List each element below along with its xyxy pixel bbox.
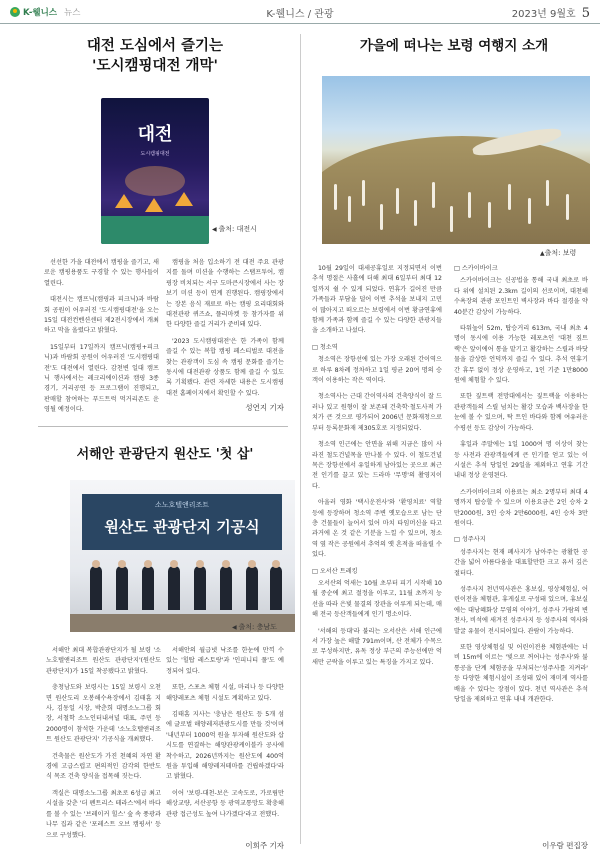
paragraph: 청소역 인근에는 안면을 위해 지금은 많이 사라진 철도건널목을 만나볼 수 있다. 이 철도건널목은 장항선에서 유일하게 남아있는 곳으로 최근 전 인기를 끌고 있는 드라마 '무명'의 촬영지이다.: [312, 441, 442, 490]
daejeon-byline: 성연지 기자: [245, 403, 284, 412]
issue-date-text: 2023년 9월호: [511, 9, 576, 20]
paragraph: 휴일과 주말에는 1일 1000여 명 이상이 찾는 등 사전과 관광객들에게 큰 인기를 얻고 있는 이 시설은 추석 당일인 29일을 제외하고 연휴 기간 내내 정상 운영된다.: [454, 441, 588, 480]
daejeon-column-1: [44, 258, 159, 434]
paragraph: 청소역사는 근대 간이역사의 건축양식이 잘 드러나 있고 원형이 잘 보존돼 건축학·철도사적 가치가 큰 것으로 평가되어 2006년 문화재청으로부터 등록문화재 제305호로 지정되었다.: [312, 393, 442, 432]
paragraph: 스카이바이크의 이용료는 최소 2명부터 최대 4명까지 탑승할 수 있으며 이용요금은 2인 승차 2만2000원, 3인 승차 2만6000원, 4인 승차 3만원이다.: [454, 488, 588, 527]
ceremony-banner: [82, 494, 282, 550]
paragraph: 오서산의 억새는 10월 초부터 피기 시작해 10월 중순에 최고 절정을 이루고, 11월 초까지 능선을 따라 은빛 물결의 장관을 이루게 되는데, 매해 전국 등산객들에게 인기 명소이다.: [312, 579, 442, 619]
subheading: □ 스카이바이크: [454, 265, 498, 272]
news-label: 뉴스: [64, 8, 81, 18]
banner-main-text: 원산도 관광단지 기공식: [104, 518, 260, 536]
subheading: □ 오서산 트레킹: [312, 567, 358, 575]
tent-icon: [145, 198, 163, 212]
paragraph: 선선한 가을 대전에서 캠핑을 즐기고, 새로운 캠핑용품도 구경할 수 있는 행사들이 열린다.: [44, 259, 159, 287]
paragraph: 충청남도와 보령시는 15일 보령시 오천면 원산도리 오봉해수욕장에서 김태흠 지사, 김동일 시장, 박춘희 대명소노그룹 회장, 서철학 소노인터내셔널 대표, 주민 등 2000명이 참석한 가운데 '소노호텔앤리조트 원산도 관광단지' 기공식을 개최했다.: [46, 684, 161, 744]
daejeon-column-2: [166, 258, 284, 400]
paragraph: 아울러 영화 '택시운전사'와 '환영치료' 역할 등에 등장하며 청소역 주변 옛모습으로 남는 단층 건물들이 늘어서 있어 마치 타임머신을 타고 과거에 온 것 같은 기분을 느낄 수 있으며, 청소역 옆 작은 공원에서 추억의 옛 흔적을 떠올릴 수 있다.: [312, 499, 442, 559]
tent-icon: [115, 194, 133, 208]
column-divider: [300, 34, 301, 844]
section-divider: [38, 426, 288, 427]
daejeon-title: [30, 36, 280, 76]
boryeong-title: 가을에 떠나는 보령 여행지 소개: [359, 38, 549, 54]
boryeong-byline: 이우람 편집장: [542, 841, 588, 850]
poster-main-text: 대전: [137, 124, 173, 145]
boryeong-image-credit: ▲ 출처: 보령: [540, 248, 576, 258]
tent-icon: [175, 192, 193, 206]
paragraph: 이어 '보령-대천-보은 고속도로, 가로림만 해상교량, 서산공항 등 광역교통망도 확충해 관광 접근성도 높여 나가겠다'라고 전했다.: [166, 789, 284, 818]
daejeon-title-line1: 대전 도심에서 즐기는: [86, 38, 224, 54]
wonsando-byline: 이희주 기자: [245, 841, 284, 850]
paragraph: 성주사지는 현재 폐사지가 남아주는 광활한 공간을 넓어 아름다움을 대표할만한 크고 유서 깊은 절터다.: [454, 548, 588, 577]
boryeong-column-2: [454, 264, 588, 836]
wonsando-title: 서해안 관광단지 원산도 '첫 삽': [76, 447, 254, 462]
subheading: □ 성주사지: [454, 536, 486, 544]
paragraph: 건축물은 원산도가 가진 천혜의 자연 환경에 고급스럽고 편의적인 감각의 한반도식 목조 건축 양식을 접목해 짓는다.: [46, 752, 161, 781]
paragraph: '서해의 등대'라 불리는 오서산은 서해 인근에서 가장 높은 해발 791m이며, 산 전체가 수목으로 무성하지만, 유독 정상 부근의 주능선에만 억새만 군락을 이루고 있는 특징을 가지고 있다.: [312, 627, 442, 666]
paragraph: 청소역은 장항선에 있는 가장 오래된 간이역으로 하루 8차례 정차하고 1일 평균 20여 명의 승객이 이용하는 작은 역이다.: [312, 356, 442, 385]
paragraph: 성주사지 천년역사관은 홍보실, 영상체험실, 어린이전을 체험관, 휴게실로 구성돼 있으며, 휴보실에는 대낭혜화상 무염의 이야기, 성주사 가람의 변천사, 비석에 새겨진 성주사지 등 성주사의 역사와 발굴 유물이 전시되어있다. 관람이 가능하다.: [454, 585, 588, 635]
poster-sub-text: 도시캠핑대전: [140, 151, 170, 157]
section-title: K-웰니스 / 관광: [266, 9, 334, 20]
paragraph: '2023 도시캠핑대전'은 한 가족이 함께 즐길 수 있는 복합 캠핑 페스티벌로 대전을 찾는 관광객이 도심 속 캠핑 문화를 즐기는 동시에 대전관광 상품도 함께 즐길 수 있도록 기획됐다. 관련 자세한 내용은 도시캠핑대전 홈페이지에서 확인할 수 있다.: [166, 337, 284, 397]
wonsando-column-1: [46, 646, 161, 844]
subheading: □ 청소역: [312, 343, 338, 351]
paragraph: 15일부터 17일까지 캠프닉(캠핑+피크닉)과 바람회 공원이 어우러진 '도시캠핑대전'도 대전에서 열린다. 감천변 일대 캠프닉 행사에서는 레크리에이션과 캠핑 3종 경기, 거리공연 등 프로그램이 진행되고, 판매할 참여하는 푸드트럭 먹거리존도 운영될 예정이다.: [44, 343, 159, 414]
daejeon-title-line2: '도시캠핑대전 개막': [92, 58, 218, 74]
paragraph: 대전시는 캠프닉(캠핑과 피크닉)과 바람회 공원이 어우러진 '도시캠핑대전'을 오는 15일 대전컨벤션센터 제2전시장에서 개최하고 막을 올렸다고 밝혔다.: [44, 296, 159, 335]
issue-date: [512, 5, 590, 21]
daejeon-image-caption: ◀ 출처: 대전시: [212, 224, 257, 234]
boryeong-silver-grass-photo: [322, 76, 590, 244]
paragraph: 김태흠 지사는 '충남은 원산도 등 5개 섬에 글로벌 해양레저관광도시를 만들 것'이며 '내년부터 1000억 원을 투자해 원산도와 삽시도를 연결하는 해양관광케이블카 공사에 착수하고, 2026년까지는 원산도에 400억 원을 투입해 해양레저테마를 건립하겠다'라고 밝혔다.: [166, 711, 284, 781]
logo-text: K-웰니스: [23, 8, 58, 18]
paragraph: 서해안의 월급넷 낙조를 한눈에 만끽 수 있는 '힐탑 레스토랑'과 '인피니티 풀'도 예정되어 있다.: [166, 647, 284, 675]
paragraph: 캠핑을 처음 입소하기 전 대전 주요 관광지를 돌며 미션을 수행하는 스탬프투어, 캠핑장 비치되는 서구 도마큰시장에서 사는 장보기 미션 등이 연계 진행된다. 캠핑장에서는 장본 음식 재료로 하는 캠핑 요리대회와 대전관광 퀴즈쇼, 플리마켓 등 참가자를 위한 다양한 즐길 거리가 준비돼 있다.: [166, 259, 284, 329]
wonsando-image-caption: ◀ 출처: 충남도: [232, 622, 277, 632]
paragraph: 서해안 최대 복합관광단지가 될 보령 '소노호텔앤리조트 원산도 관광단지'(원산도 관광단지)가 15일 착공됐다고 밝혔다.: [46, 647, 161, 675]
paragraph: 또한 짚트랙 전망대에서는 짚트랙을 이용하는 관광객들의 스릴 넘치는 활강 모습과 백사장을 한눈에 볼 수 있으며, 탁 트인 바다와 함께 여유러운 수평선 등도 감상이 가능하다.: [454, 393, 588, 432]
wonsando-column-2: [166, 646, 284, 836]
paragraph: 스카이바이크는 신공법을 통해 국내 최초로 바다 위에 설치된 2.3km 길이의 선로이며, 대천해수욕장의 관광 포인트인 벽사장과 바다 절경을 약 40분간 감상이 가능하다.: [454, 277, 588, 316]
page-header: [0, 0, 600, 24]
daejeon-camping-poster-image: [101, 98, 209, 244]
paragraph: 타워높이 52m, 탑승거리 613m, 국내 최초 4명이 동시에 이용 가능한 레포츠인 '대천 짚트랙'은 앞이에어 통을 맡기고 활강하는 스릴과 바닷물을 감상한 언덕까지 즐길 수 있다. 추석 연휴기간 휴무 없이 정상 운영하고, 1인 기준 1만8000원에 체험할 수 있다.: [454, 325, 588, 385]
page-number: 5: [581, 6, 590, 21]
banner-top-text: 소노호텔앤리조트: [154, 501, 210, 509]
paragraph: 10월 29일이 대세공휴일로 지정되면서 이번 추석 명절은 사흘에 더해 최대 6일부터 최대 12일까지 쉴 수 있게 되었다. 연휴가 길어진 만큼 가족들과 부담을 덜어 이번 추석을 보내지 고민이 많아지고 떠오르는 보령에서 이번 황금연휴에 함께 가족과 함께 즐길 수 있는 다양한 관광지들을 소개하고 나섰다.: [312, 265, 442, 335]
paragraph: 또한, 스포츠 체험 시설, 마리나 등 다양한 해양레포츠 체험 시설도 계획하고 있다.: [166, 684, 284, 702]
boryeong-column-1: [312, 264, 442, 830]
wonsando-ceremony-photo: [70, 480, 295, 632]
paragraph: 객실은 대명소노그룹 최초로 6성급 최고 시설을 갖춘 '더 펜트리스 테라스'에서 바다를 볼 수 있는 '브레이커 힐스' 숲 속 풍광과 나무 집과 같은 '포레스트 오브 캠핑셔' 등으로 구성했다.: [46, 789, 161, 839]
paragraph: 또한 영상체험실 및 어린이전용 체험관에는 너비 15m에 이르는 '빛으로 꺼어나는 성주사'와 불통공을 단계 체험공을 부처되는'성주사를 지켜라' 등 다양한 체험시설이 조성돼 있어 재미게 역사를 배울 수 있다는 장점이 있다. 천년 역사관은 추석 당일을 제외하고 연휴 내내 개관한다.: [454, 644, 588, 704]
